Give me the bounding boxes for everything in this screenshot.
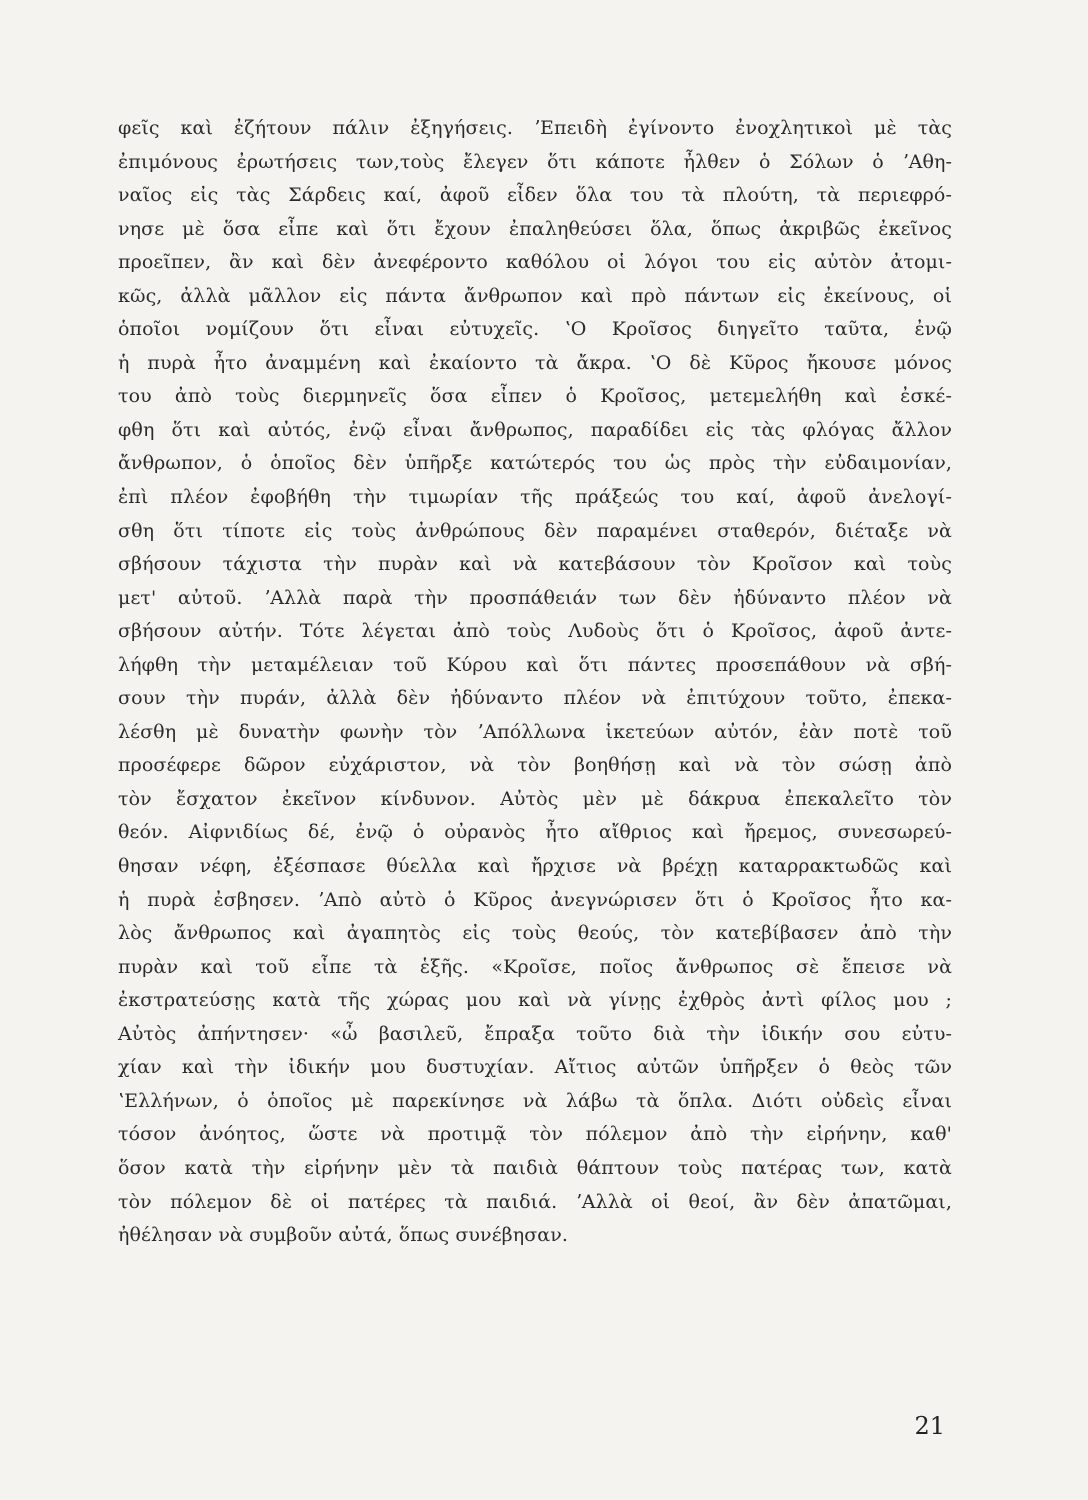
text-line: τὸν πόλεμον δὲ οἱ πατέρες τὰ παιδιά. ʼΑλλὰ οἱ θεοί, ἂν δὲν ἀπατῶμαι, bbox=[118, 1190, 952, 1213]
text-line: χίαν καὶ τὴν ἰδικήν μου δυστυχίαν. Αἴτιος αὐτῶν ὑπῆρξεν ὁ θεὸς τῶν bbox=[118, 1056, 952, 1079]
text-line: του ἀπὸ τοὺς διερμηνεῖς ὅσα εἶπεν ὁ Κροῖσος, μετεμελήθη καὶ ἐσκέ- bbox=[118, 385, 952, 408]
text-line: ὅσον κατὰ τὴν εἰρήνην μὲν τὰ παιδιὰ θάπτουν τοὺς πατέρας των, κατὰ bbox=[118, 1156, 952, 1179]
text-line: πυρὰν καὶ τοῦ εἶπε τὰ ἑξῆς. «Κροῖσε, ποῖος ἄνθρωπος σὲ ἔπεισε νὰ bbox=[118, 955, 952, 978]
body-text bbox=[118, 112, 952, 1253]
text-line: νησε μὲ ὅσα εἶπε καὶ ὅτι ἔχουν ἐπαληθεύσει ὅλα, ὅπως ἀκριβῶς ἐκεῖνος bbox=[118, 217, 952, 240]
text-line: λέσθη μὲ δυνατὴν φωνὴν τὸν ʼΑπόλλωνα ἱκετεύων αὐτόν, ἐὰν ποτὲ τοῦ bbox=[118, 720, 952, 743]
text-line: ἐπιμόνους ἐρωτήσεις των,τοὺς ἔλεγεν ὅτι κάποτε ἦλθεν ὁ Σόλων ὁ ʼΑθη- bbox=[118, 150, 952, 173]
text-line: ἐπὶ πλέον ἐφοβήθη τὴν τιμωρίαν τῆς πράξεώς του καί, ἀφοῦ ἀνελογί- bbox=[118, 486, 952, 509]
text-line: σουν τὴν πυράν, ἀλλὰ δὲν ἠδύναντο πλέον νὰ ἐπιτύχουν τοῦτο, ἐπεκα- bbox=[118, 687, 952, 710]
text-line: λὸς ἄνθρωπος καὶ ἀγαπητὸς εἰς τοὺς θεούς, τὸν κατεβίβασεν ἀπὸ τὴν bbox=[118, 922, 952, 945]
text-line: θεόν. Αἰφνιδίως δέ, ἐνῷ ὁ οὐρανὸς ἦτο αἴθριος καὶ ἤρεμος, συνεσωρεύ- bbox=[118, 821, 952, 844]
page-number: 21 bbox=[914, 1412, 945, 1440]
text-line: σβήσουν τάχιστα τὴν πυρὰν καὶ νὰ κατεβάσουν τὸν Κροῖσον καὶ τοὺς bbox=[118, 553, 952, 576]
text-line: θησαν νέφη, ἐξέσπασε θύελλα καὶ ἤρχισε νὰ βρέχῃ καταρρακτωδῶς καὶ bbox=[118, 855, 952, 878]
text-line: ἄνθρωπον, ὁ ὁποῖος δὲν ὑπῆρξε κατώτερός του ὡς πρὸς τὴν εὐδαιμονίαν, bbox=[118, 452, 952, 475]
text-line: κῶς, ἀλλὰ μᾶλλον εἰς πάντα ἄνθρωπον καὶ πρὸ πάντων εἰς ἐκείνους, οἱ bbox=[118, 284, 952, 307]
text-line: ʽΕλλήνων, ὁ ὁποῖος μὲ παρεκίνησε νὰ λάβω τὰ ὅπλα. Διότι οὐδεὶς εἶναι bbox=[118, 1089, 952, 1112]
text-line: φεῖς καὶ ἐζήτουν πάλιν ἐξηγήσεις. ʼΕπειδὴ ἐγίνοντο ἐνοχλητικοὶ μὲ τὰς bbox=[118, 117, 952, 139]
text-line: Αὐτὸς ἀπήντησεν· «ὦ βασιλεῦ, ἔπραξα τοῦτο διὰ τὴν ἰδικήν σου εὐτυ- bbox=[118, 1022, 952, 1045]
text-line: ἡ πυρὰ ἐσβησεν. ʼΑπὸ αὐτὸ ὁ Κῦρος ἀνεγνώρισεν ὅτι ὁ Κροῖσος ἦτο κα- bbox=[118, 888, 952, 911]
text-line: ἡ πυρὰ ἦτο ἀναμμένη καὶ ἐκαίοντο τὰ ἄκρα. ʽΟ δὲ Κῦρος ἤκουσε μόνος bbox=[118, 351, 952, 374]
text-line: ναῖος εἰς τὰς Σάρδεις καί, ἀφοῦ εἶδεν ὅλα του τὰ πλούτη, τὰ περιεφρό- bbox=[118, 184, 952, 207]
text-line: φθη ὅτι καὶ αὐτός, ἐνῷ εἶναι ἄνθρωπος, παραδίδει εἰς τὰς φλόγας ἄλλον bbox=[118, 418, 952, 441]
text-line: σθη ὅτι τίποτε εἰς τοὺς ἀνθρώπους δὲν παραμένει σταθερόν, διέταξε νὰ bbox=[118, 519, 952, 542]
text-line: ἠθέλησαν νὰ συμβοῦν αὐτά, ὅπως συνέβησαν. bbox=[118, 1224, 569, 1247]
text-line: τὸν ἔσχατον ἐκεῖνον κίνδυνον. Αὐτὸς μὲν μὲ δάκρυα ἐπεκαλεῖτο τὸν bbox=[118, 787, 952, 810]
text-line: ὁποῖοι νομίζουν ὅτι εἶναι εὐτυχεῖς. ʽΟ Κροῖσος διηγεῖτο ταῦτα, ἐνῷ bbox=[118, 318, 952, 341]
text-line: σβήσουν αὐτήν. Τότε λέγεται ἀπὸ τοὺς Λυδοὺς ὅτι ὁ Κροῖσος, ἀφοῦ ἀντε- bbox=[118, 620, 952, 643]
text-line: ἐκστρατεύσῃς κατὰ τῆς χώρας μου καὶ νὰ γίνῃς ἐχθρὸς ἀντὶ φίλος μου ; bbox=[118, 989, 952, 1012]
text-line: τόσον ἀνόητος, ὥστε νὰ προτιμᾷ τὸν πόλεμον ἀπὸ τὴν εἰρήνην, καθ' bbox=[118, 1123, 952, 1146]
text-line: μετ' αὐτοῦ. ʼΑλλὰ παρὰ τὴν προσπάθειάν των δὲν ἠδύναντο πλέον νὰ bbox=[118, 586, 952, 609]
text-line: λήφθη τὴν μεταμέλειαν τοῦ Κύρου καὶ ὅτι πάντες προσεπάθουν νὰ σβή- bbox=[118, 653, 952, 676]
text-line: προεῖπεν, ἂν καὶ δὲν ἀνεφέροντο καθόλου οἱ λόγοι του εἰς αὐτὸν ἀτομι- bbox=[118, 251, 952, 274]
text-line: προσέφερε δῶρον εὐχάριστον, νὰ τὸν βοηθήσῃ καὶ νὰ τὸν σώσῃ ἀπὸ bbox=[118, 754, 952, 777]
